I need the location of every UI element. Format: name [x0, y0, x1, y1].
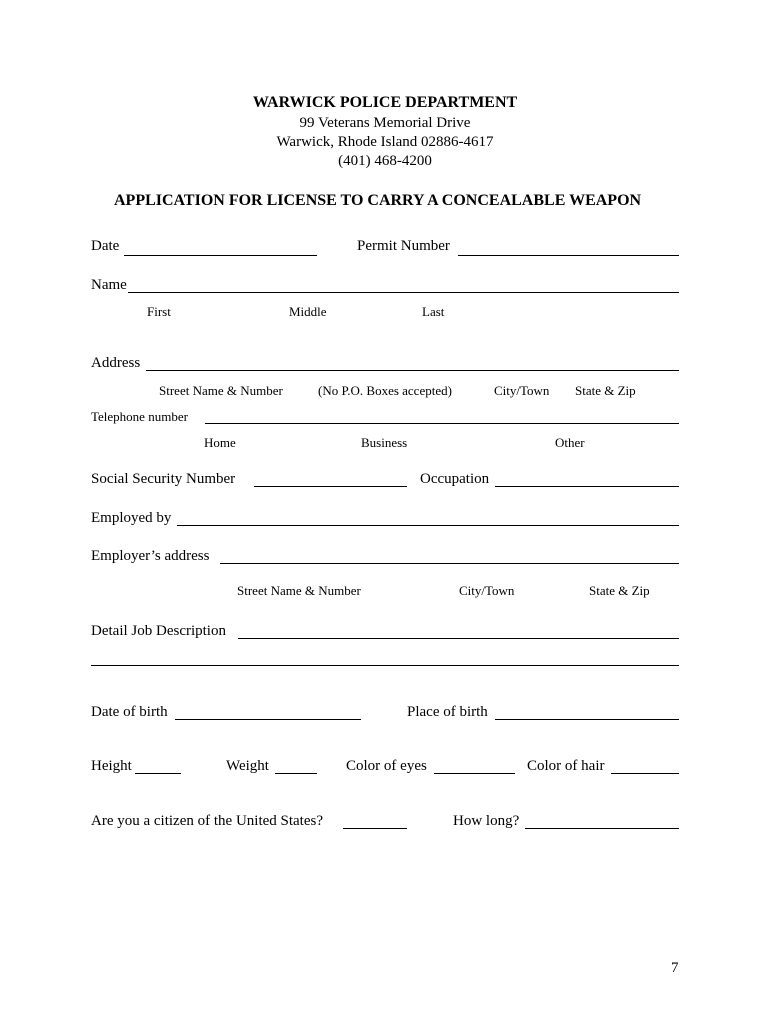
employed-by-label: Employed by — [91, 510, 172, 526]
address-state-zip-caption: State & Zip — [575, 383, 636, 398]
date-field[interactable] — [124, 255, 317, 256]
job-description-field[interactable] — [238, 638, 679, 639]
height-field[interactable] — [135, 773, 181, 774]
how-long-label: How long? — [453, 813, 520, 829]
pob-field[interactable] — [495, 719, 679, 720]
ssn-label: Social Security Number — [91, 471, 236, 487]
permit-number-label: Permit Number — [357, 238, 450, 254]
page-number: 7 — [671, 960, 679, 976]
address-line-2: Warwick, Rhode Island 02886-4617 — [276, 134, 494, 150]
form-title: APPLICATION FOR LICENSE TO CARRY A CONCEALABLE WEAPON — [114, 192, 642, 209]
address-field[interactable] — [146, 370, 679, 371]
address-no-po-caption: (No P.O. Boxes accepted) — [318, 383, 452, 398]
employer-city-caption: City/Town — [459, 583, 515, 598]
hair-color-label: Color of hair — [527, 758, 605, 774]
telephone-label: Telephone number — [91, 409, 188, 424]
permit-number-field[interactable] — [458, 255, 679, 256]
employer-address-field[interactable] — [220, 563, 679, 564]
date-label: Date — [91, 238, 120, 254]
department-title: WARWICK POLICE DEPARTMENT — [252, 94, 518, 111]
dob-field[interactable] — [175, 719, 361, 720]
telephone-other-caption: Other — [555, 435, 585, 450]
address-street-caption: Street Name & Number — [159, 383, 283, 398]
occupation-field[interactable] — [495, 486, 679, 487]
employer-state-zip-caption: State & Zip — [589, 583, 650, 598]
occupation-label: Occupation — [420, 471, 490, 487]
dob-label: Date of birth — [91, 704, 168, 720]
employer-street-caption: Street Name & Number — [237, 583, 361, 598]
eye-color-label: Color of eyes — [346, 758, 427, 774]
how-long-field[interactable] — [525, 828, 679, 829]
employed-by-field[interactable] — [177, 525, 679, 526]
phone-number: (401) 468-4200 — [338, 153, 432, 169]
employer-address-label: Employer’s address — [91, 548, 210, 564]
address-line-1: 99 Veterans Memorial Drive — [299, 115, 471, 131]
telephone-field[interactable] — [205, 423, 679, 424]
height-label: Height — [91, 758, 132, 774]
name-first-caption: First — [147, 304, 171, 319]
name-field[interactable] — [128, 292, 679, 293]
name-middle-caption: Middle — [289, 304, 327, 319]
job-description-label: Detail Job Description — [91, 623, 226, 639]
ssn-field[interactable] — [254, 486, 407, 487]
address-city-caption: City/Town — [494, 383, 550, 398]
job-description-field-line-2[interactable] — [91, 665, 679, 666]
citizen-field[interactable] — [343, 828, 407, 829]
pob-label: Place of birth — [407, 704, 488, 720]
citizen-label: Are you a citizen of the United States? — [91, 813, 324, 829]
eye-color-field[interactable] — [434, 773, 515, 774]
name-last-caption: Last — [422, 304, 445, 319]
telephone-home-caption: Home — [204, 435, 236, 450]
weight-label: Weight — [226, 758, 269, 774]
name-label: Name — [91, 277, 127, 293]
weight-field[interactable] — [275, 773, 317, 774]
address-label: Address — [91, 355, 141, 371]
hair-color-field[interactable] — [611, 773, 679, 774]
telephone-business-caption: Business — [361, 435, 408, 450]
